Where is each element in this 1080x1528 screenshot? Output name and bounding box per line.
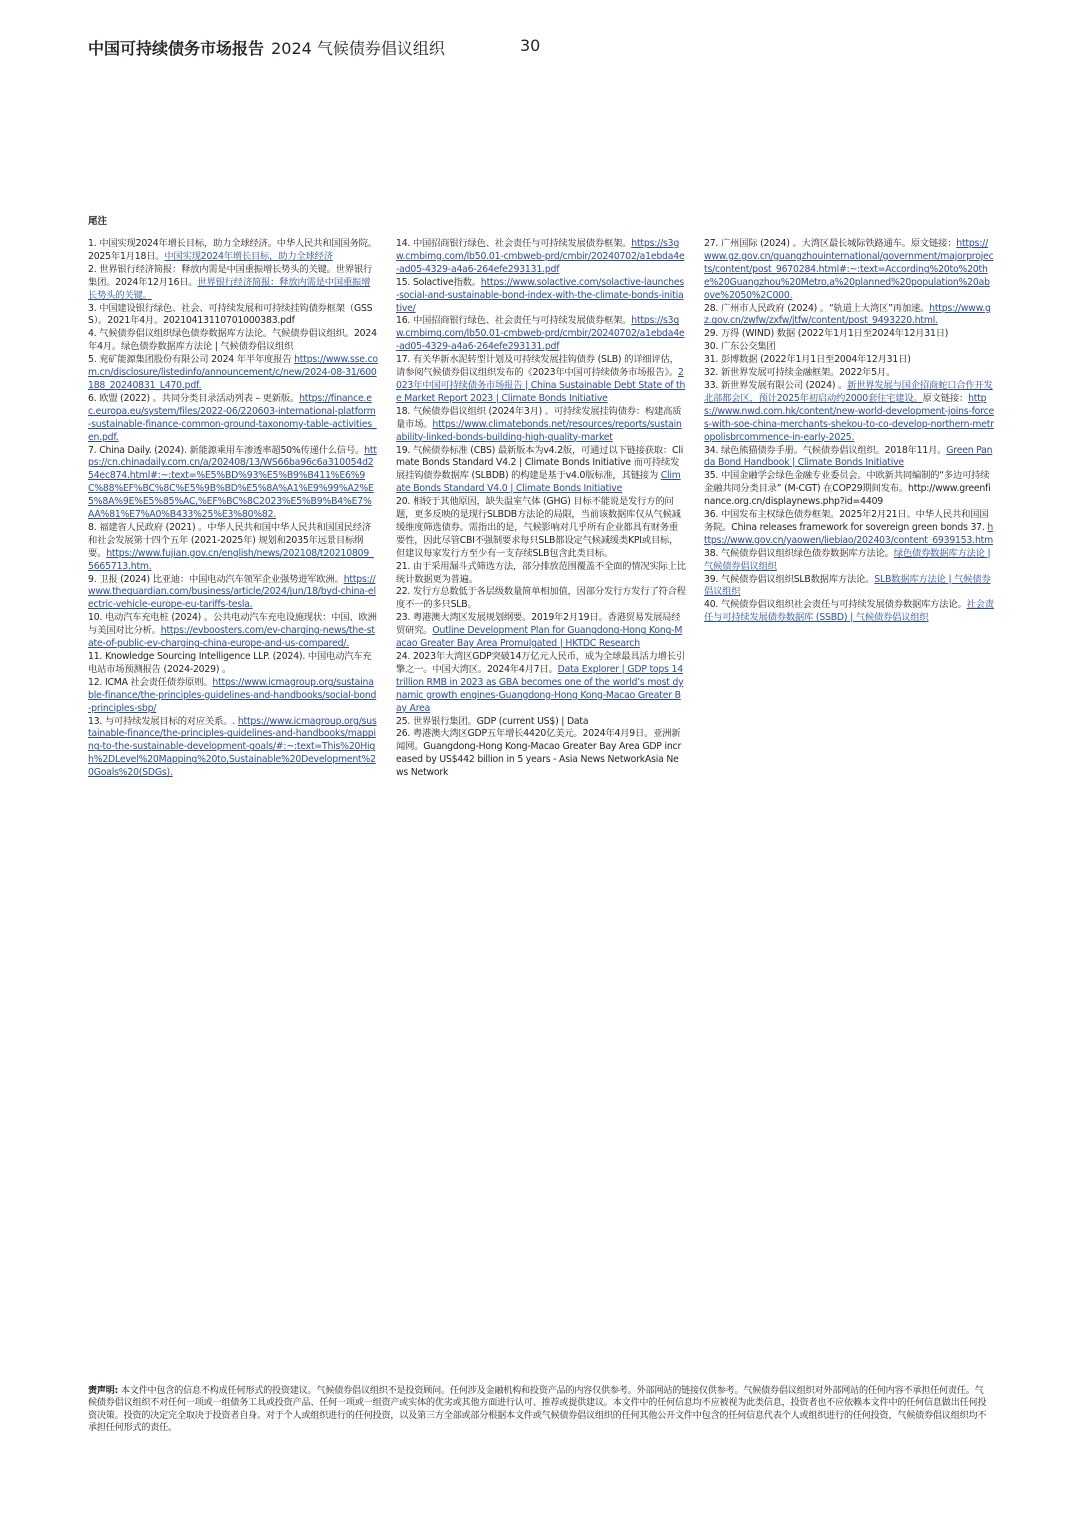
endnote-text: 32. 新世界发展可持续金融框架。2022年5月。 bbox=[704, 367, 896, 379]
endnote-text: 3. 中国建设银行绿色、社会、可持续发展和可持续挂钩债券框架（GSSS）。2021年4月。20210413110701000383.pdf bbox=[88, 302, 373, 327]
endnote-link[interactable]: 2023年中国可持续债务市场报告 | China Sustainable Debt State of the Market Report 2023 | Climate Bonds Initiative bbox=[396, 367, 686, 404]
endnote-text: 28. 广州市人民政府 (2024) 。“轨道上大湾区”再加速。 bbox=[704, 302, 930, 314]
endnote-text: 15. Solactive指数。 bbox=[396, 276, 481, 288]
endnote-text: 13. 与可持续发展目标的对应关系。. bbox=[88, 715, 238, 727]
endnote-text: 4. 气候债券倡议组织绿色债券数据库方法论。气候债券倡议组织。2024年4月。绿色债券数据库方法论 | 气候债券倡议组织 bbox=[88, 328, 377, 353]
endnote-text: 26. 粤港澳大湾区GDP五年增长4420亿美元。2024年4月9日。亚洲新闻网。Guangdong-Hong Kong-Macao Greater Bay Area GDP increased by US$442 billion in 5 years - Asia News NetworkAsia News Network bbox=[396, 728, 682, 779]
endnote-item bbox=[88, 612, 378, 651]
endnote-text: 14. 中国招商银行绿色、社会责任与可持续发展债券框架。 bbox=[396, 238, 632, 249]
endnote-text: 27. 广州国际 (2024) 。大湾区最长城际铁路通车。原文链接： bbox=[704, 238, 957, 249]
endnote-text: 29. 万得 (WIND) 数据 (2022年1月1日至2024年12月31日) bbox=[704, 328, 949, 340]
endnote-item bbox=[396, 238, 686, 277]
endnote-link[interactable]: https://www.nwd.com.hk/content/new-world-development-joins-forces-with-soe-china-merchants-shekou-to-co-develop-northern-metropolisbrcommence-in-early-2025. bbox=[704, 392, 995, 443]
endnote-link[interactable]: https://www.icmagroup.org/sustainable-finance/the-principles-guidelines-and-handbooks/mapping-to-the-sustainable-development-goals/#:~:text=This%20High%2DLevel%20Mapping%20to,Sustainable%20Development%20Goals%20(SDGs). bbox=[88, 715, 377, 779]
endnote-link[interactable]: https://www.theguardian.com/business/article/2024/jun/18/byd-china-electric-vehicle-europe-eu-tariffs-tesla. bbox=[88, 573, 376, 611]
endnote-item bbox=[88, 303, 378, 329]
endnote-text: 12. ICMA 社会责任债券原则。 bbox=[88, 676, 213, 688]
endnote-item bbox=[704, 470, 994, 509]
endnote-text: 11. Knowledge Sourcing Intelligence LLP. (2024). 中国电动汽车充电站市场预测报告 (2024-2029) 。 bbox=[88, 651, 372, 675]
endnote-item bbox=[396, 716, 686, 729]
endnote-link[interactable]: https://www.icmagroup.org/sustainable-finance/the-principles-guidelines-and-handbooks/social-bond-principles-sbp/ bbox=[88, 676, 377, 714]
page-number: 30 bbox=[520, 36, 541, 55]
endnote-text: 原文链接： bbox=[922, 392, 969, 404]
endnote-text: 5. 兖矿能源集团股份有限公司 2024 年半年度报告 bbox=[88, 354, 295, 366]
endnote-item bbox=[396, 561, 686, 587]
endnote-text: 7. China Daily. (2024). 新能源乘用车渗透率超50%传递什么信号。 bbox=[88, 444, 365, 456]
endnote-item bbox=[88, 651, 378, 677]
endnote-text: 2. 世界银行经济简报：释放内需是中国重振增长势头的关键。世界银行集团。2024年12月16日。 bbox=[88, 263, 373, 288]
endnote-item bbox=[704, 367, 994, 380]
endnote-text: 39. 气候债券倡议组织SLB数据库方法论。 bbox=[704, 573, 875, 585]
endnote-item bbox=[396, 315, 686, 354]
endnote-item bbox=[704, 509, 994, 548]
endnote-link[interactable]: 中国实现2024年增长目标，助力全球经济 bbox=[164, 250, 333, 262]
endnote-link[interactable]: 世界银行经济简报：释放内需是中国重振增长势头的关键。 bbox=[88, 276, 371, 301]
endnote-item bbox=[396, 728, 686, 780]
endnote-link[interactable]: https://www.gz.gov.cn/guangzhouinternational/government/majorprojects/content/post_9670284.html#:~:text=According%20to%20the%20Guangzhou%20Metro,a%20planned%20population%20above%2050%2C000. bbox=[704, 238, 994, 301]
endnote-item bbox=[88, 716, 378, 781]
endnote-item bbox=[88, 328, 378, 354]
endnote-text: 19. 气候债券标准 (CBS) 最新版本为v4.2版，可通过以下链接获取：Climate Bonds Standard V4.2 | Climate Bonds Initiative 而可持续发展挂钩债券数据库 (SLBDB) 的构建是基于v4.0版标准，其链接为 bbox=[396, 444, 684, 482]
endnote-text: 30. 广东公交集团 bbox=[704, 341, 776, 353]
endnote-text: 中国实现2024年增长目标，助力全球经济。中华人民共和国国务院。2025年1月18日。 bbox=[88, 238, 377, 262]
endnote-link[interactable]: Green Panda Bond Handbook | Climate Bonds Initiative bbox=[704, 444, 993, 469]
endnote-text: 21. 由于采用漏斗式筛选方法，部分排放范围覆盖不全面的情况实际上比统计数据更为普遍。 bbox=[396, 560, 686, 585]
endnote-item bbox=[396, 586, 686, 612]
endnote-text: 9. 卫报 (2024) 比亚迪：中国电动汽车领军企业强势进军欧洲。 bbox=[88, 573, 344, 585]
endnote-text: 36. 中国发布主权绿色债券框架。2025年2月21日。中华人民共和国国务院。China releases framework for sovereign green bonds 37. bbox=[704, 509, 989, 533]
endnote-text: 38. 气候债券倡议组织绿色债券数据库方法论。 bbox=[704, 547, 894, 559]
disclaimer bbox=[88, 1385, 992, 1435]
endnote-link[interactable]: https://www.fujian.gov.cn/english/news/202108/t20210809_5665713.htm. bbox=[88, 547, 374, 572]
endnote-text: 22. 发行方总数低于各层级数量简单相加值，因部分发行方发行了符合程度不一的多只SLB。 bbox=[396, 586, 686, 611]
endnote-item bbox=[704, 380, 994, 445]
endnote-item bbox=[396, 406, 686, 445]
endnote-text: 1. bbox=[88, 238, 100, 249]
endnote-item bbox=[88, 354, 378, 393]
endnote-text: 25. 世界银行集团。GDP (current US$) | Data bbox=[396, 715, 589, 727]
endnote-link[interactable]: https://www.solactive.com/solactive-launches-social-and-sustainable-bond-index-with-the-climate-bonds-initiative/ bbox=[396, 276, 684, 314]
endnote-text: 35. 中国金融学会绿色金融专业委员会。中欧新共同编制的“多边可持续金融共同分类目录” (M-CGT) 在COP29期间发布。http://www.greenfinance.org.cn/displaynews.php?id=4409 bbox=[704, 470, 991, 508]
page-header bbox=[88, 36, 541, 59]
endnote-item bbox=[88, 238, 378, 264]
endnote-text: 20. 相较于其他原因，缺失温室气体 (GHG) 目标不能说是发行方的问题，更多反映的是现行SLBDB方法论的局限，当前该数据库仅从气候减缓维度筛选债券。需指出的是，气候影响对几乎所有企业都具有财务重要性，因此尽管CBI不强制要求每只SLB都设定气候减缓类KPI或目标，但建议每家发行方至少有一支存续SLB包含此类目标。 bbox=[396, 496, 681, 559]
endnote-link[interactable]: SLB数据库方法论 | 气候债券倡议组织 bbox=[704, 573, 991, 598]
endnotes-column-2 bbox=[396, 238, 686, 780]
endnote-link[interactable]: https://cn.chinadaily.com.cn/a/202408/13/WS66ba96c6a310054d254ec874.html#:~:text=%E5%BD%93%E5%B9%B411%E6%9C%88%EF%BC%8C%E5%9B%BD%E5%8A%A1%E9%99%A2%E5%8A%9E%E5%85%AC,%EF%BC%8C2023%E5%B9%B4%E7%AA%81%E7%A0%B433%25%E3%80%82. bbox=[88, 444, 377, 521]
endnotes-heading: 尾注 bbox=[88, 216, 108, 227]
endnote-text: 33. 新世界发展有限公司 (2024) 。 bbox=[704, 379, 848, 391]
endnote-item bbox=[396, 277, 686, 316]
endnotes-column-3 bbox=[704, 238, 994, 625]
endnote-item bbox=[704, 599, 994, 625]
endnote-link[interactable]: https://www.sse.com.cn/disclosure/listedinfo/announcement/c/new/2024-08-31/600188_20240831_L470.pdf. bbox=[88, 354, 378, 391]
endnote-link[interactable]: https://www.gov.cn/yaowen/liebiao/202403/content_6939153.htm bbox=[704, 521, 994, 546]
endnote-text: 6. 欧盟 (2022) 。共同分类目录活动列表 – 更新版。 bbox=[88, 392, 300, 404]
endnote-text: 8. 福建省人民政府 (2021) 。中华人民共和国中华人民共和国国民经济和社会发展第十四个五年 (2021-2025年) 规划和2035年远景目标纲要。 bbox=[88, 521, 371, 559]
endnote-link[interactable]: https://evboosters.com/ev-charging-news/the-state-of-public-ev-charging-china-europe-and-us-compared/. bbox=[88, 625, 375, 650]
endnote-item bbox=[704, 354, 994, 367]
endnote-text: 16. 中国招商银行绿色、社会责任与可持续发展债券框架。 bbox=[396, 315, 632, 327]
endnote-text: 40. 气候债券倡议组织社会责任与可持续发展债券数据库方法论。 bbox=[704, 599, 967, 611]
endnote-link[interactable]: 绿色债券数据库方法论 | 气候债券倡议组织 bbox=[704, 547, 991, 572]
endnote-link[interactable]: Outline Development Plan for Guangdong-Hong Kong-Macao Greater Bay Area Promulgated | HKTDC Research bbox=[396, 625, 683, 650]
endnote-item bbox=[88, 264, 378, 303]
endnotes-column-1 bbox=[88, 238, 378, 780]
endnote-link[interactable]: https://finance.ec.europa.eu/system/files/2022-06/220603-international-platform-sustainable-finance-common-ground-taxonomy-table-activities_en.pdf. bbox=[88, 392, 377, 443]
endnote-item bbox=[396, 612, 686, 651]
endnote-text: 18. 气候债券倡议组织 (2024年3月) 。可持续发展挂钩债券：构建高质量市场。 bbox=[396, 405, 682, 430]
endnote-link[interactable]: 社会责任与可持续发展债券数据库 (SSBD) | 气候债券倡议组织 bbox=[704, 599, 994, 624]
endnote-item bbox=[396, 651, 686, 716]
endnote-link[interactable]: https://www.climatebonds.net/resources/reports/sustainability-linked-bonds-building-high-quality-market bbox=[396, 418, 682, 443]
endnote-text: 24. 2023年大湾区GDP突破14万亿元人民币，成为全球最具活力增长引擎之一。中国大湾区。2024年4月7日。 bbox=[396, 651, 685, 675]
endnote-item bbox=[704, 303, 994, 329]
endnote-text: 23. 粤港澳大湾区发展规划纲要。2019年2月19日。香港贸易发展局经贸研究。 bbox=[396, 612, 681, 637]
endnote-item bbox=[88, 445, 378, 522]
endnote-link[interactable]: https://www.gz.gov.cn/zwfw/zxfw/jtfw/content/post_9493220.html. bbox=[704, 302, 991, 327]
endnote-text: 17. 有关华新水泥转型计划及可持续发展挂钩债券 (SLB) 的详细评估，请参阅气候债券倡议组织发布的《2023年中国可持续债务市场报告》。 bbox=[396, 354, 679, 379]
endnote-text: 31. 彭博数据 (2022年1月1日至2004年12月31日) bbox=[704, 354, 911, 366]
endnote-link[interactable]: Data Explorer | GDP tops 14 trillion RMB in 2023 as GBA becomes one of the world’s most dynamic growth engines-Guangdong-Hong Kong-Macao Greater Bay Area bbox=[396, 663, 684, 714]
endnote-item bbox=[88, 677, 378, 716]
endnote-item bbox=[704, 328, 994, 341]
disclaimer-label: 责声明: bbox=[88, 1386, 119, 1396]
endnote-item bbox=[704, 548, 994, 574]
endnote-item bbox=[396, 445, 686, 497]
endnote-link[interactable]: 新世界发展与国企招商蛇口合作开发北部都会区，预计2025年初启动约2000套住宅建设。 bbox=[704, 379, 993, 404]
endnote-item bbox=[704, 341, 994, 354]
endnote-item bbox=[88, 393, 378, 445]
endnote-item bbox=[704, 574, 994, 600]
endnote-item bbox=[88, 574, 378, 613]
endnote-link[interactable]: Climate Bonds Standard V4.0 | Climate Bonds Initiative bbox=[396, 470, 681, 495]
endnote-text: 10. 电动汽车充电桩 (2024) 。公共电动汽车充电设施现状：中国、欧洲与美国对比分析。 bbox=[88, 612, 377, 637]
endnote-item bbox=[704, 238, 994, 303]
endnote-item bbox=[704, 445, 994, 471]
endnote-item bbox=[396, 354, 686, 406]
endnote-item bbox=[396, 496, 686, 561]
endnote-text: 34. 绿色熊猫债券手册。气候债券倡议组织。2018年11月。 bbox=[704, 444, 947, 456]
report-subtitle: 2024 气候债券倡议组织 bbox=[271, 39, 445, 58]
report-title: 中国可持续债务市场报告 bbox=[88, 39, 265, 58]
disclaimer-text: 本文件中包含的信息不构成任何形式的投资建议。气候债券倡议组织不是投资顾问。任何涉及金融机构和投资产品的内容仅供参考。外部网站的链接仅供参考。气候债券倡议组织对外部网站的任何内容不承担任何责任。气候债券倡议组织不对任何一项或一组债务工具或投资产品、任何一项或一组资产或实体的优劣或其他方面进行认可、推荐或提供建议。本文件中的任何信息均不应被视为此类信息，投资者也不应依赖本文件中的任何信息做出任何投资决策。投资的决定完全取决于投资者自身。对于个人或组织进行的任何投资，以及第三方全部或部分根据本文件或气候债券倡议组织的任何其他公开文件中包含的任何信息代表个人或组织进行的任何投资，气候债券倡议组织均不承担任何形式的责任。 bbox=[88, 1386, 987, 1434]
endnote-link[interactable]: https://s3gw.cmbimg.com/lb50.01-cmbweb-prd/cmbir/20240702/a1ebda4e-ad05-4329-a4a6-264efe293131.pdf bbox=[396, 238, 685, 275]
endnote-item bbox=[88, 522, 378, 574]
endnote-link[interactable]: https://s3gw.cmbimg.com/lb50.01-cmbweb-prd/cmbir/20240702/a1ebda4e-ad05-4329-a4a6-264efe293131.pdf bbox=[396, 315, 685, 353]
